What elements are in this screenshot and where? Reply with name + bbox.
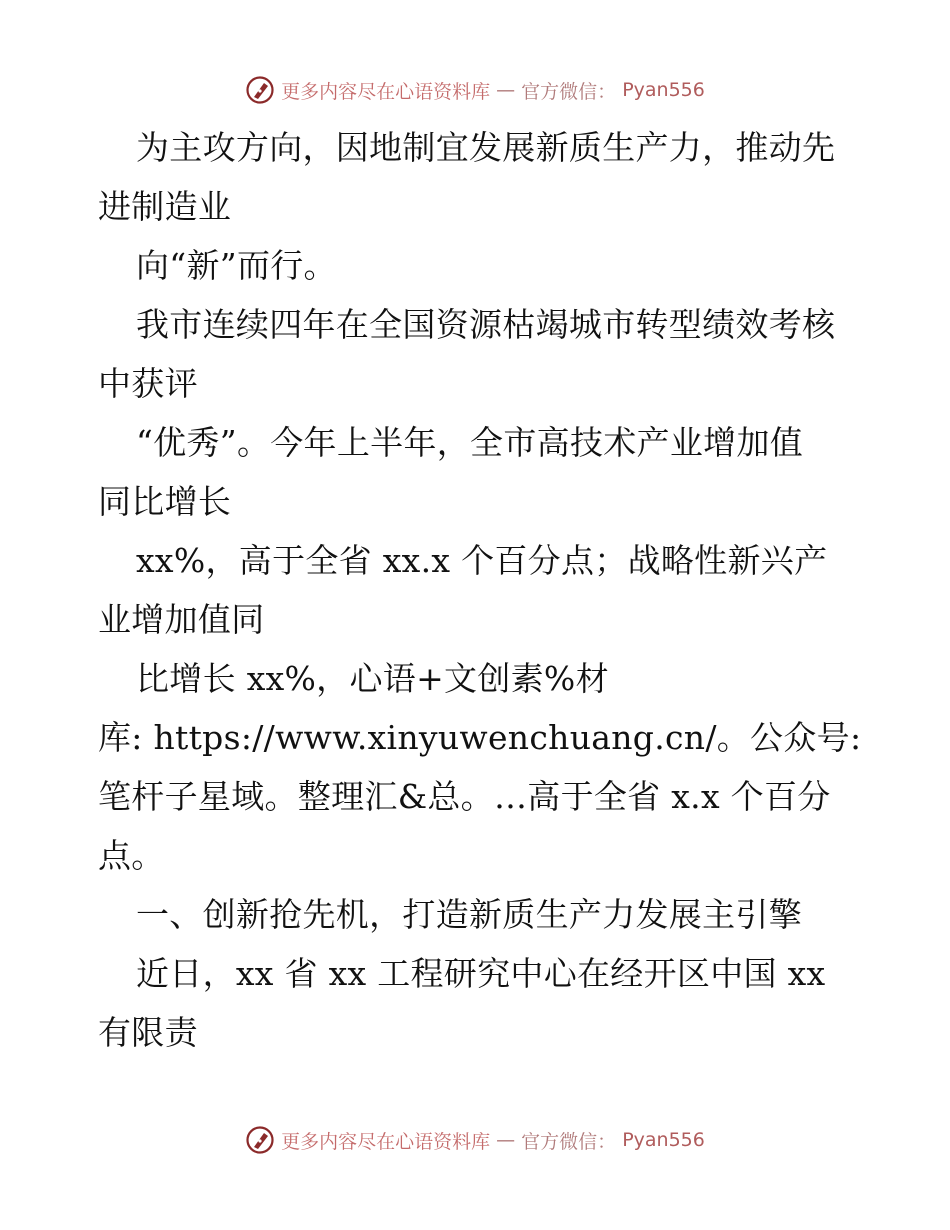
watermark-wechat-label: 官方微信：	[521, 80, 617, 103]
watermark-wechat-id: Pyan556	[622, 79, 705, 101]
footer-watermark	[0, 1120, 950, 1160]
text-line: 点。	[98, 836, 165, 875]
watermark-separator: —	[496, 1129, 516, 1151]
watermark-main-text: 更多内容尽在心语资料库	[281, 1130, 491, 1153]
text-line: 有限责	[98, 1013, 198, 1052]
text-line: xx%，高于全省 xx.x 个百分点；战略性新兴产	[136, 541, 828, 580]
text-line: “优秀”。今年上半年，全市高技术产业增加值	[136, 423, 804, 462]
text-line: 库: https://www.xinyuwenchuang.cn/。公众号:	[98, 718, 862, 757]
text-line: 比增长 xx%，心语+文创素%材	[136, 659, 609, 698]
text-line: 我市连续四年在全国资源枯竭城市转型绩效考核	[136, 305, 836, 344]
text-line: 近日，xx 省 xx 工程研究中心在经开区中国 xx	[136, 954, 826, 993]
text-line: 业增加值同	[98, 600, 265, 639]
pen-nib-circle-icon	[245, 75, 275, 105]
document-body	[98, 118, 862, 1062]
header-watermark	[0, 70, 950, 110]
text-line: 向“新”而行。	[136, 246, 337, 285]
text-line: 中获评	[98, 364, 198, 403]
watermark-wechat-label: 官方微信：	[521, 1130, 617, 1153]
text-line: 笔杆子星域。整理汇&总。…高于全省 x.x 个百分	[98, 777, 831, 816]
watermark-main-text: 更多内容尽在心语资料库	[281, 80, 491, 103]
watermark-wechat-id: Pyan556	[622, 1129, 705, 1151]
section-heading: 一、创新抢先机，打造新质生产力发展主引擎	[136, 895, 802, 934]
pen-nib-circle-icon	[245, 1125, 275, 1155]
text-line: 为主攻方向，因地制宜发展新质生产力，推动先	[136, 128, 836, 167]
text-line: 同比增长	[98, 482, 232, 521]
watermark-separator: —	[496, 79, 516, 101]
text-line: 进制造业	[98, 187, 232, 226]
